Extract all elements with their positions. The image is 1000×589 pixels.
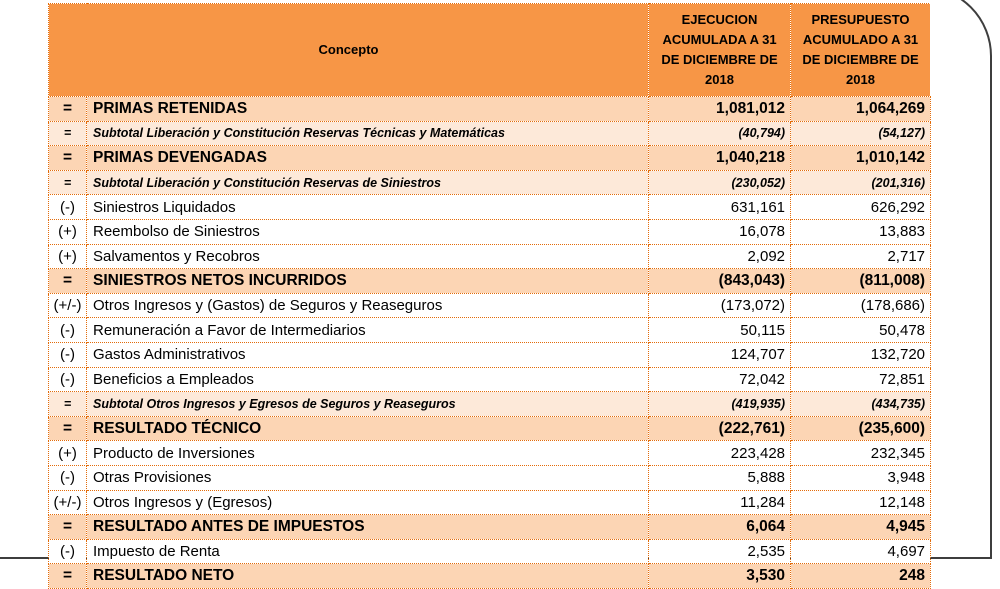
table-row bbox=[49, 515, 931, 540]
operator-cell: (+/-) bbox=[49, 293, 87, 318]
execution-value-cell: 223,428 bbox=[649, 441, 791, 466]
execution-value-cell: 50,115 bbox=[649, 318, 791, 343]
operator-cell: = bbox=[49, 269, 87, 294]
operator-cell: (-) bbox=[49, 465, 87, 490]
concept-cell: Gastos Administrativos bbox=[87, 342, 649, 367]
execution-value-cell: 6,064 bbox=[649, 515, 791, 540]
financial-statement-table bbox=[48, 3, 931, 589]
concept-cell: Otras Provisiones bbox=[87, 465, 649, 490]
operator-cell: (+/-) bbox=[49, 490, 87, 515]
execution-value-cell: 16,078 bbox=[649, 219, 791, 244]
execution-value-cell: 631,161 bbox=[649, 195, 791, 220]
execution-value-cell: (222,761) bbox=[649, 416, 791, 441]
concept-cell: Subtotal Liberación y Constitución Reservas Técnicas y Matemáticas bbox=[87, 121, 649, 146]
concept-cell: PRIMAS RETENIDAS bbox=[87, 97, 649, 122]
execution-value-cell: 11,284 bbox=[649, 490, 791, 515]
table-row bbox=[49, 342, 931, 367]
table-row bbox=[49, 441, 931, 466]
budget-value-cell: 1,010,142 bbox=[791, 146, 931, 171]
concept-cell: Otros Ingresos y (Gastos) de Seguros y Reaseguros bbox=[87, 293, 649, 318]
budget-value-cell: (811,008) bbox=[791, 269, 931, 294]
execution-value-cell: (230,052) bbox=[649, 170, 791, 195]
operator-cell: (-) bbox=[49, 318, 87, 343]
budget-value-cell: 232,345 bbox=[791, 441, 931, 466]
operator-cell: (-) bbox=[49, 342, 87, 367]
execution-value-cell: 1,040,218 bbox=[649, 146, 791, 171]
concept-cell: PRIMAS DEVENGADAS bbox=[87, 146, 649, 171]
table-row bbox=[49, 146, 931, 171]
table-row bbox=[49, 269, 931, 294]
concept-cell: Salvamentos y Recobros bbox=[87, 244, 649, 269]
budget-value-cell: 4,945 bbox=[791, 515, 931, 540]
concept-cell: Siniestros Liquidados bbox=[87, 195, 649, 220]
table-row bbox=[49, 244, 931, 269]
table-row bbox=[49, 219, 931, 244]
table-row bbox=[49, 195, 931, 220]
operator-cell: = bbox=[49, 392, 87, 417]
operator-cell: = bbox=[49, 564, 87, 589]
execution-value-cell: 2,535 bbox=[649, 539, 791, 564]
table-row bbox=[49, 121, 931, 146]
operator-cell: = bbox=[49, 416, 87, 441]
budget-value-cell: (201,316) bbox=[791, 170, 931, 195]
operator-cell: = bbox=[49, 146, 87, 171]
table-row bbox=[49, 490, 931, 515]
table-row bbox=[49, 564, 931, 589]
operator-cell: (-) bbox=[49, 539, 87, 564]
execution-value-cell: (40,794) bbox=[649, 121, 791, 146]
budget-value-cell: 4,697 bbox=[791, 539, 931, 564]
table-row bbox=[49, 170, 931, 195]
budget-value-cell: 12,148 bbox=[791, 490, 931, 515]
operator-cell: (+) bbox=[49, 441, 87, 466]
operator-cell: (-) bbox=[49, 195, 87, 220]
execution-value-cell: (173,072) bbox=[649, 293, 791, 318]
table-row bbox=[49, 97, 931, 122]
budget-value-cell: 50,478 bbox=[791, 318, 931, 343]
budget-value-cell: 3,948 bbox=[791, 465, 931, 490]
execution-value-cell: (843,043) bbox=[649, 269, 791, 294]
concept-cell: Remuneración a Favor de Intermediarios bbox=[87, 318, 649, 343]
execution-value-cell: 72,042 bbox=[649, 367, 791, 392]
execution-value-cell: (419,935) bbox=[649, 392, 791, 417]
concept-column-header: Concepto bbox=[49, 4, 649, 97]
table-row bbox=[49, 392, 931, 417]
table-row bbox=[49, 367, 931, 392]
budget-value-cell: 248 bbox=[791, 564, 931, 589]
concept-cell: Subtotal Otros Ingresos y Egresos de Seguros y Reaseguros bbox=[87, 392, 649, 417]
operator-cell: (+) bbox=[49, 244, 87, 269]
budget-value-cell: 626,292 bbox=[791, 195, 931, 220]
budget-value-cell: 13,883 bbox=[791, 219, 931, 244]
concept-cell: Subtotal Liberación y Constitución Reservas de Siniestros bbox=[87, 170, 649, 195]
execution-value-cell: 124,707 bbox=[649, 342, 791, 367]
budget-value-cell: (434,735) bbox=[791, 392, 931, 417]
execution-value-cell: 2,092 bbox=[649, 244, 791, 269]
budget-value-cell: (235,600) bbox=[791, 416, 931, 441]
concept-cell: RESULTADO TÉCNICO bbox=[87, 416, 649, 441]
operator-cell: (-) bbox=[49, 367, 87, 392]
budget-value-cell: (178,686) bbox=[791, 293, 931, 318]
table-body bbox=[49, 97, 931, 589]
budget-value-cell: 1,064,269 bbox=[791, 97, 931, 122]
operator-cell: = bbox=[49, 121, 87, 146]
budget-value-cell: 132,720 bbox=[791, 342, 931, 367]
concept-cell: RESULTADO ANTES DE IMPUESTOS bbox=[87, 515, 649, 540]
operator-cell: = bbox=[49, 97, 87, 122]
table-row bbox=[49, 293, 931, 318]
budget-value-cell: 2,717 bbox=[791, 244, 931, 269]
table-row bbox=[49, 416, 931, 441]
budget-value-cell: (54,127) bbox=[791, 121, 931, 146]
concept-cell: SINIESTROS NETOS INCURRIDOS bbox=[87, 269, 649, 294]
budget-column-header: PRESUPUESTO ACUMULADO A 31 DE DICIEMBRE DE 2018 bbox=[791, 4, 931, 97]
concept-cell: Reembolso de Siniestros bbox=[87, 219, 649, 244]
execution-value-cell: 3,530 bbox=[649, 564, 791, 589]
header-row bbox=[49, 4, 931, 97]
operator-cell: = bbox=[49, 170, 87, 195]
execution-value-cell: 1,081,012 bbox=[649, 97, 791, 122]
concept-cell: Impuesto de Renta bbox=[87, 539, 649, 564]
table-row bbox=[49, 465, 931, 490]
table-row bbox=[49, 318, 931, 343]
execution-value-cell: 5,888 bbox=[649, 465, 791, 490]
execution-column-header: EJECUCION ACUMULADA A 31 DE DICIEMBRE DE 2018 bbox=[649, 4, 791, 97]
budget-value-cell: 72,851 bbox=[791, 367, 931, 392]
table-row bbox=[49, 539, 931, 564]
operator-cell: = bbox=[49, 515, 87, 540]
concept-cell: Producto de Inversiones bbox=[87, 441, 649, 466]
concept-cell: RESULTADO NETO bbox=[87, 564, 649, 589]
operator-cell: (+) bbox=[49, 219, 87, 244]
concept-cell: Otros Ingresos y (Egresos) bbox=[87, 490, 649, 515]
concept-cell: Beneficios a Empleados bbox=[87, 367, 649, 392]
